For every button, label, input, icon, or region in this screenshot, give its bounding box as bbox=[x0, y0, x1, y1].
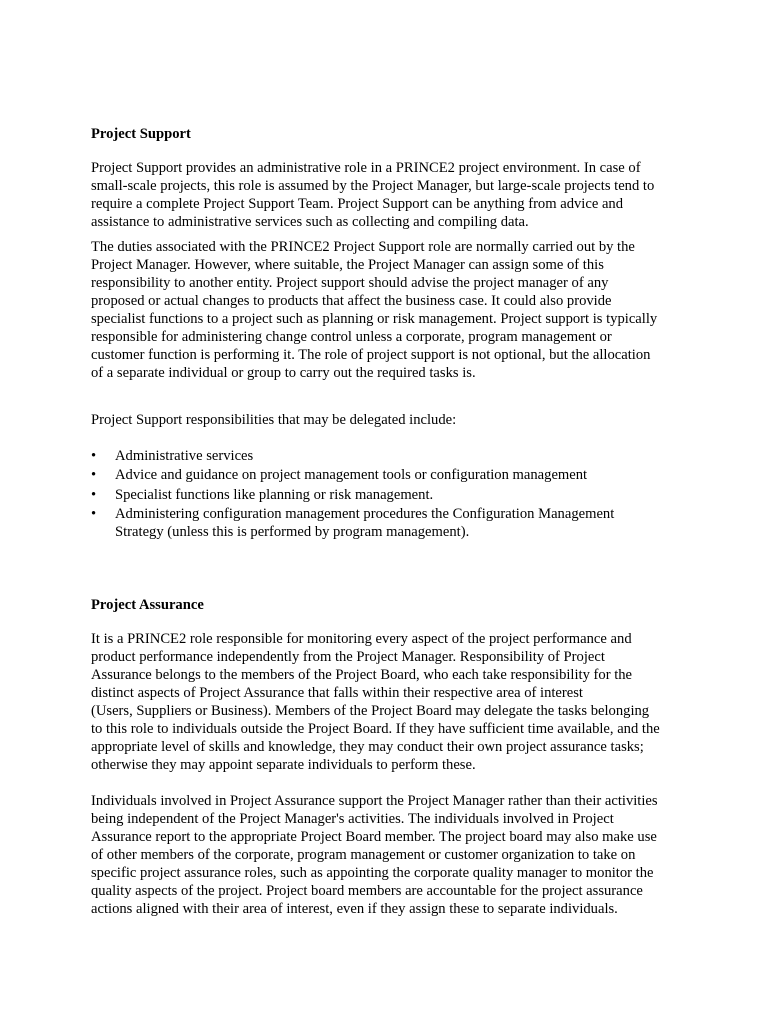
text-line: actions aligned with their area of interest, even if they assign these to separate individuals. bbox=[91, 901, 618, 917]
text-line: require a complete Project Support Team. Project Support can be anything from advice and bbox=[91, 196, 624, 212]
text-line: of a separate individual or group to carry out the required tasks is. bbox=[91, 365, 476, 381]
text-line: The duties associated with the PRINCE2 Project Support role are normally carried out by the bbox=[91, 239, 635, 255]
bullet-icon: • bbox=[91, 486, 97, 503]
list-item bbox=[91, 466, 691, 484]
text-line: It is a PRINCE2 role responsible for monitoring every aspect of the project performance and bbox=[91, 631, 632, 647]
text-line: (Users, Suppliers or Business). Members of the Project Board may delegate the tasks belonging bbox=[91, 703, 650, 719]
text-line: Project Manager. However, where suitable, the Project Manager can assign some of this bbox=[91, 257, 604, 273]
text-line: Administrative services bbox=[115, 448, 254, 464]
text-line: otherwise they may appoint separate individuals to perform these. bbox=[91, 757, 476, 773]
bullet-icon: • bbox=[91, 467, 97, 484]
bullet-icon: • bbox=[91, 448, 97, 464]
text-line: Specialist functions like planning or risk management. bbox=[115, 486, 434, 503]
section-heading-project-assurance: Project Assurance bbox=[91, 597, 204, 613]
text-line: small-scale projects, this role is assumed by the Project Manager, but large-scale projects tend to bbox=[91, 178, 655, 194]
text-line: product performance independently from the Project Manager. Responsibility of Project bbox=[91, 649, 605, 665]
text-line: Individuals involved in Project Assurance support the Project Manager rather than their activities bbox=[91, 793, 658, 809]
text-line: quality aspects of the project. Project board members are accountable for the project assurance bbox=[91, 883, 643, 899]
text-line: responsibility to another entity. Project support should advise the project manager of any bbox=[91, 275, 609, 291]
text-line: assistance to administrative services such as collecting and compiling data. bbox=[91, 214, 529, 230]
text-line: Project Support provides an administrative role in a PRINCE2 project environment. In case of bbox=[91, 160, 641, 176]
paragraph-delegated-intro bbox=[91, 411, 691, 429]
paragraph-assurance-individuals bbox=[91, 792, 691, 918]
text-line: of other members of the corporate, program management or customer organization to take on bbox=[91, 847, 636, 863]
text-line: Project Support responsibilities that may be delegated include: bbox=[91, 412, 457, 428]
bullet-icon: • bbox=[91, 506, 97, 523]
text-line: specific project assurance roles, such as appointing the corporate quality manager to monitor the bbox=[91, 865, 654, 881]
list-item bbox=[91, 486, 691, 504]
text-line: proposed or actual changes to products that affect the business case. It could also provide bbox=[91, 293, 612, 309]
text-line: Assurance belongs to the members of the Project Board, who each take responsibility for the bbox=[91, 667, 633, 683]
text-line: Administering configuration management procedures the Configuration Management bbox=[115, 506, 615, 523]
text-line: specialist functions to a project such as planning or risk management. Project support is typically bbox=[91, 311, 658, 327]
text-line: Strategy (unless this is performed by program management). bbox=[115, 524, 470, 541]
paragraph-assurance-role bbox=[91, 630, 691, 774]
list-item bbox=[91, 447, 691, 465]
text-line: Advice and guidance on project management tools or configuration management bbox=[115, 467, 588, 484]
text-line: Assurance report to the appropriate Project Board member. The project board may also make use bbox=[91, 829, 657, 845]
text-line: distinct aspects of Project Assurance that falls within their respective area of interest bbox=[91, 685, 583, 701]
list-item bbox=[91, 505, 691, 541]
paragraph-support-duties bbox=[91, 238, 691, 382]
text-line: customer function is performing it. The role of project support is not optional, but the allocation bbox=[91, 347, 651, 363]
text-line: appropriate level of skills and knowledge, they may conduct their own project assurance tasks; bbox=[91, 739, 644, 755]
text-line: being independent of the Project Manager's activities. The individuals involved in Project bbox=[91, 811, 614, 827]
text-line: to this role to individuals outside the Project Board. If they have sufficient time available, and the bbox=[91, 721, 660, 737]
text-line: responsible for administering change control unless a corporate, program management or bbox=[91, 329, 612, 345]
section-heading-project-support: Project Support bbox=[91, 126, 191, 142]
paragraph-support-intro bbox=[91, 159, 691, 231]
delegated-responsibilities-list bbox=[91, 447, 691, 543]
